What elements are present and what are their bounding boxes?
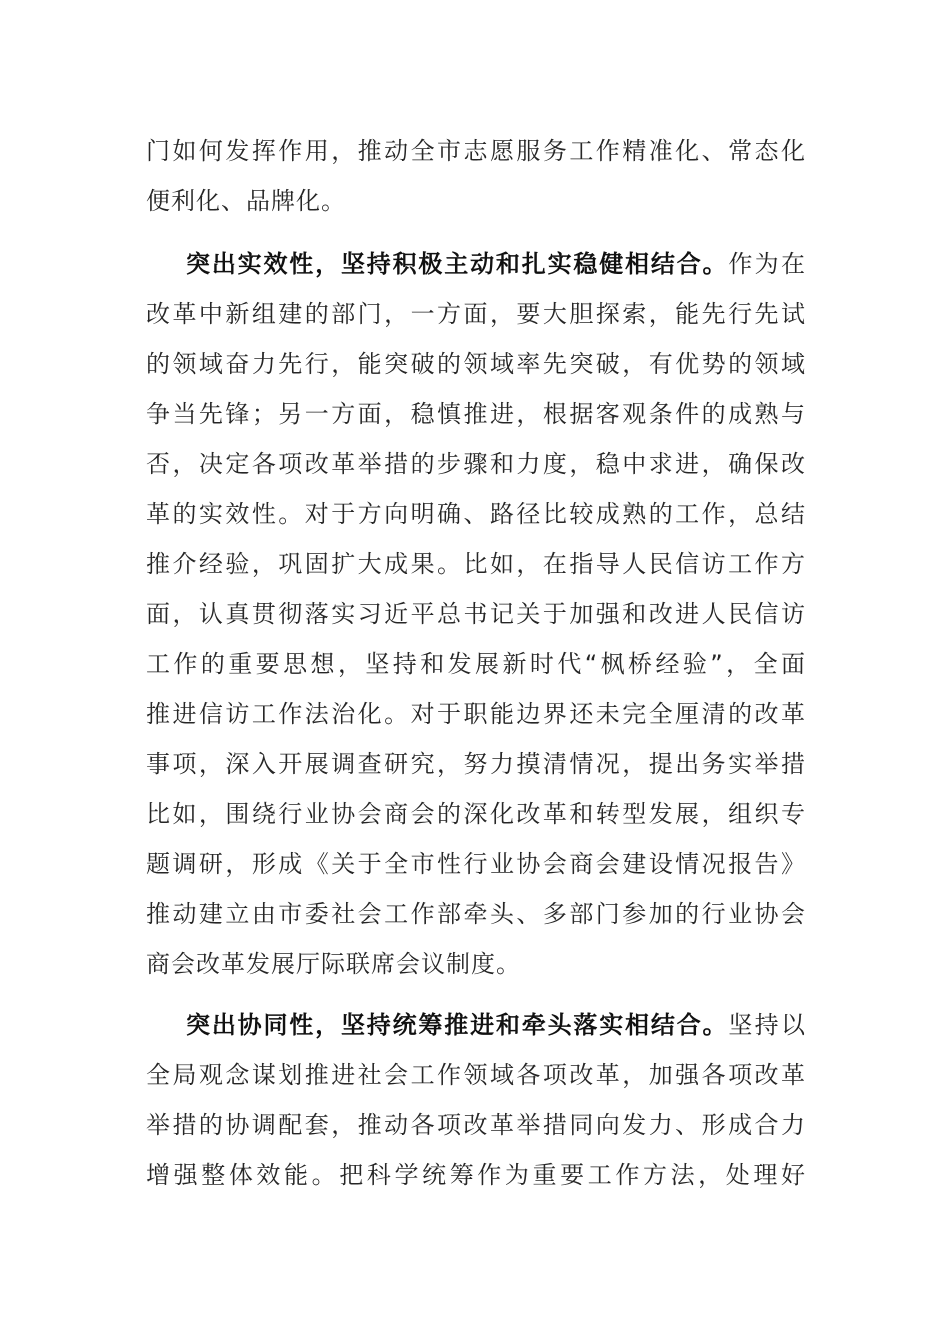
text-line: 商会改革发展厅际联席会议制度。 — [146, 950, 521, 978]
text-line: 面，认真贯彻落实习近平总书记关于加强和改进人民信访 — [146, 600, 806, 628]
text-line: 推进信访工作法治化。对于职能边界还未完全厘清的改革 — [146, 700, 806, 728]
paragraph-heading: 突出实效性，坚持积极主动和扎实稳健相结合。 — [186, 250, 729, 278]
paragraph-text: 坚持以 — [728, 1011, 806, 1039]
text-line: 事项，深入开展调查研究，努力摸清情况，提出务实举措 — [146, 750, 806, 778]
paragraph-first-line — [186, 244, 806, 284]
text-line: 增强整体效能。把科学统筹作为重要工作方法，处理好 — [146, 1161, 806, 1189]
text-line: 门如何发挥作用，推动全市志愿服务工作精准化、常态化 — [146, 137, 806, 165]
text-line: 全局观念谋划推进社会工作领域各项改革，加强各项改革 — [146, 1061, 806, 1089]
text-line: 推介经验，巩固扩大成果。比如，在指导人民信访工作方 — [146, 550, 806, 578]
text-line: 便利化、品牌化。 — [146, 187, 346, 215]
text-line: 举措的协调配套，推动各项改革举措同向发力、形成合力 — [146, 1111, 806, 1139]
text-line: 革的实效性。对于方向明确、路径比较成熟的工作，总结 — [146, 500, 806, 528]
text-line: 争当先锋；另一方面，稳慎推进，根据客观条件的成熟与 — [146, 400, 806, 428]
text-line: 题调研，形成《关于全市性行业协会商会建设情况报告》 — [146, 850, 806, 878]
text-line: 比如，围绕行业协会商会的深化改革和转型发展，组织专 — [146, 800, 806, 828]
text-line: 推动建立由市委社会工作部牵头、多部门参加的行业协会 — [146, 900, 806, 928]
text-line: 否，决定各项改革举措的步骤和力度，稳中求进，确保改 — [146, 450, 806, 478]
paragraph-first-line — [186, 1005, 806, 1045]
text-line: 工作的重要思想，坚持和发展新时代“枫桥经验”，全面 — [146, 650, 806, 678]
text-line: 改革中新组建的部门，一方面，要大胆探索，能先行先试 — [146, 300, 806, 328]
paragraph-heading: 突出协同性，坚持统筹推进和牵头落实相结合。 — [186, 1011, 729, 1039]
text-line: 的领域奋力先行，能突破的领域率先突破，有优势的领域 — [146, 350, 806, 378]
paragraph-text: 作为在 — [728, 250, 806, 278]
